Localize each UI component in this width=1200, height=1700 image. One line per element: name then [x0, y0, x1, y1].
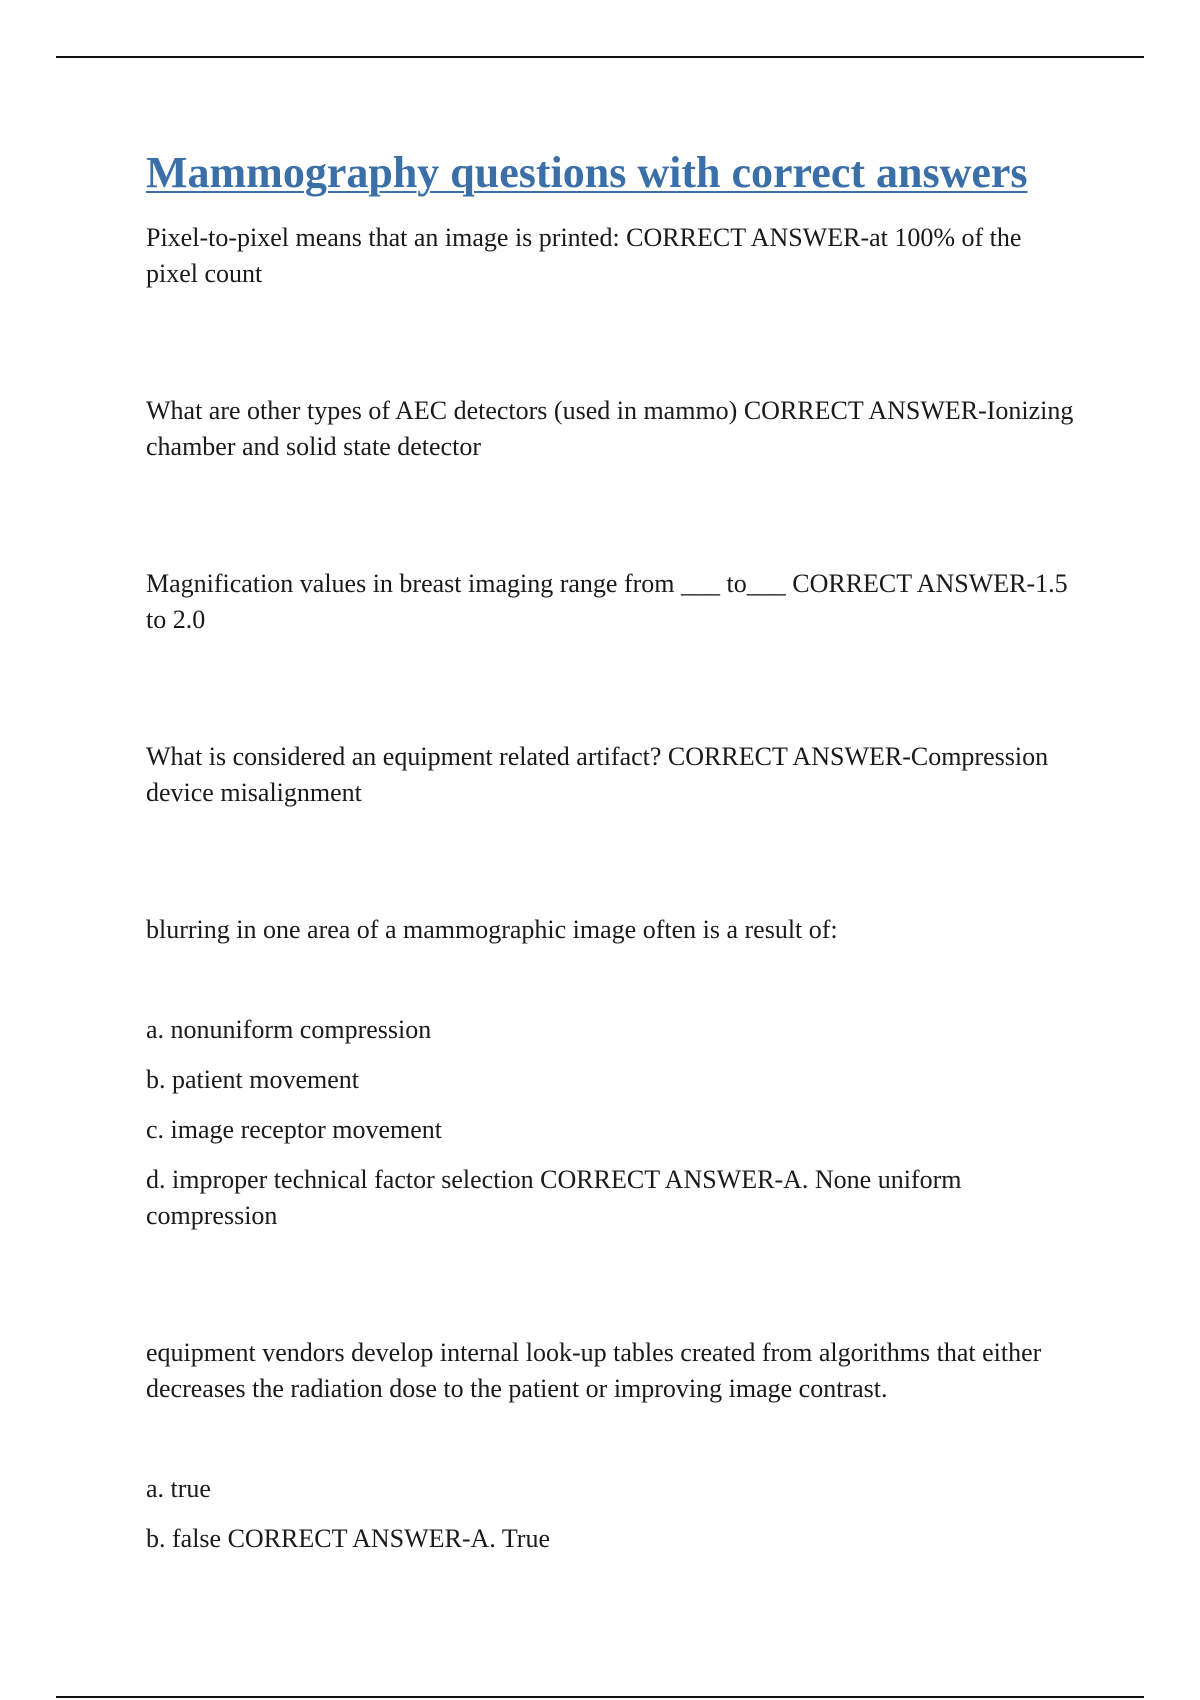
- question-text: equipment vendors develop internal look-up tables created from algorithms that either decreases the radiation dose to the patient or improving image contrast.: [146, 1338, 1042, 1403]
- option-a: a. nonuniform compression: [146, 1015, 432, 1044]
- footer-rule: [56, 1696, 1144, 1698]
- answer-options: [146, 1471, 1076, 1557]
- qa-item-1: [146, 220, 1076, 292]
- question-text: blurring in one area of a mammographic image often is a result of:: [146, 915, 838, 944]
- qa-item-4: [146, 739, 1076, 811]
- option-c: c. image receptor movement: [146, 1115, 442, 1144]
- document-body: [146, 142, 1076, 1557]
- qa-item-6: [146, 1335, 1076, 1557]
- qa-item-5: [146, 912, 1076, 1234]
- document-title: Mammography questions with correct answers: [146, 148, 1028, 197]
- option-d: d. improper technical factor selection CORRECT ANSWER-A. None uniform compression: [146, 1165, 962, 1230]
- qa-text: What is considered an equipment related artifact? CORRECT ANSWER-Compression device misalignment: [146, 742, 1049, 807]
- qa-text: What are other types of AEC detectors (used in mammo) CORRECT ANSWER-Ionizing chamber and solid state detector: [146, 396, 1074, 461]
- option-b: b. patient movement: [146, 1065, 360, 1094]
- qa-text: Pixel-to-pixel means that an image is printed: CORRECT ANSWER-at 100% of the pixel count: [146, 223, 1022, 288]
- qa-item-2: [146, 393, 1076, 465]
- header-rule: [56, 56, 1144, 58]
- option-b: b. false CORRECT ANSWER-A. True: [146, 1524, 550, 1553]
- qa-text: Magnification values in breast imaging range from ___ to___ CORRECT ANSWER-1.5 to 2.0: [146, 569, 1068, 634]
- qa-item-3: [146, 566, 1076, 638]
- option-a: a. true: [146, 1474, 211, 1503]
- answer-options: [146, 1012, 1076, 1234]
